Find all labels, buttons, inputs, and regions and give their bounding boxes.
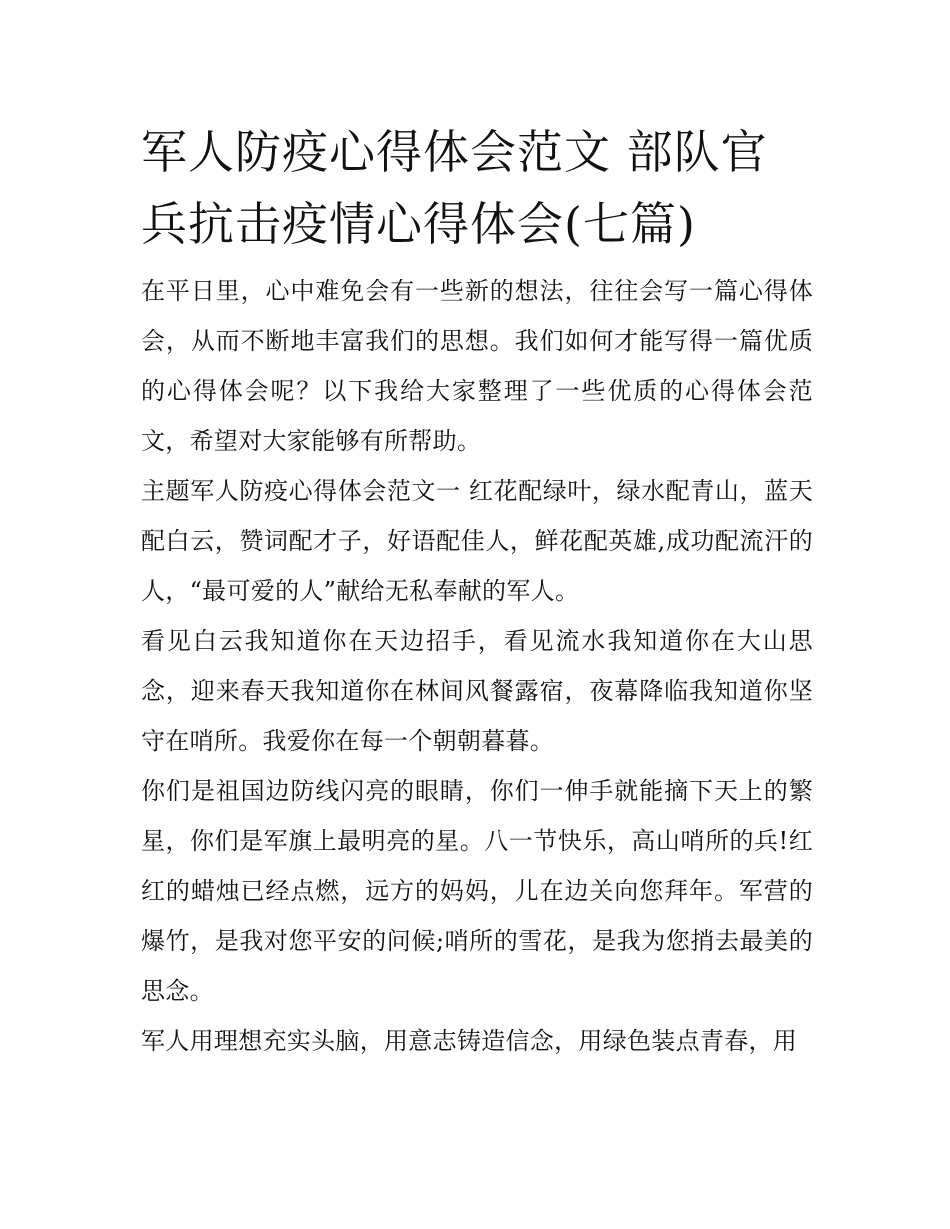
paragraph-white-clouds: 看见白云我知道你在天边招手，看见流水我知道你在大山思念，迎来春天我知道你在林间风餐露宿，夜幕降临我知道你坚守在哨所。我爱你在每一个朝朝暮暮。 [141, 627, 813, 755]
paragraph-border-guards: 你们是祖国边防线闪亮的眼睛，你们一伸手就能摘下天上的繁星，你们是军旗上最明亮的星。八一节快乐，高山哨所的兵!红红的蜡烛已经点燃，远方的妈妈，儿在边关向您拜年。军营的爆竹，是我对您平安的问候;哨所的雪花，是我为您捎去最美的思念。 [141, 777, 813, 1005]
paragraph-soldier-ideals: 军人用理想充实头脑，用意志铸造信念，用绿色装点青春，用 [141, 1027, 798, 1055]
paragraph-essay-one: 主题军人防疫心得体会范文一 红花配绿叶，绿水配青山，蓝天配白云，赞词配才子，好语配佳人，鲜花配英雄,成功配流汗的人，“最可爱的人”献给无私奉献的军人。 [141, 477, 813, 605]
paragraph-intro: 在平日里，心中难免会有一些新的想法，往往会写一篇心得体会，从而不断地丰富我们的思想。我们如何才能写得一篇优质的心得体会呢？以下我给大家整理了一些优质的心得体会范文，希望对大家能够有所帮助。 [141, 277, 813, 455]
document-body [141, 116, 813, 1066]
document-title: 军人防疫心得体会范文 部队官兵抗击疫情心得体会(七篇) [141, 125, 768, 251]
